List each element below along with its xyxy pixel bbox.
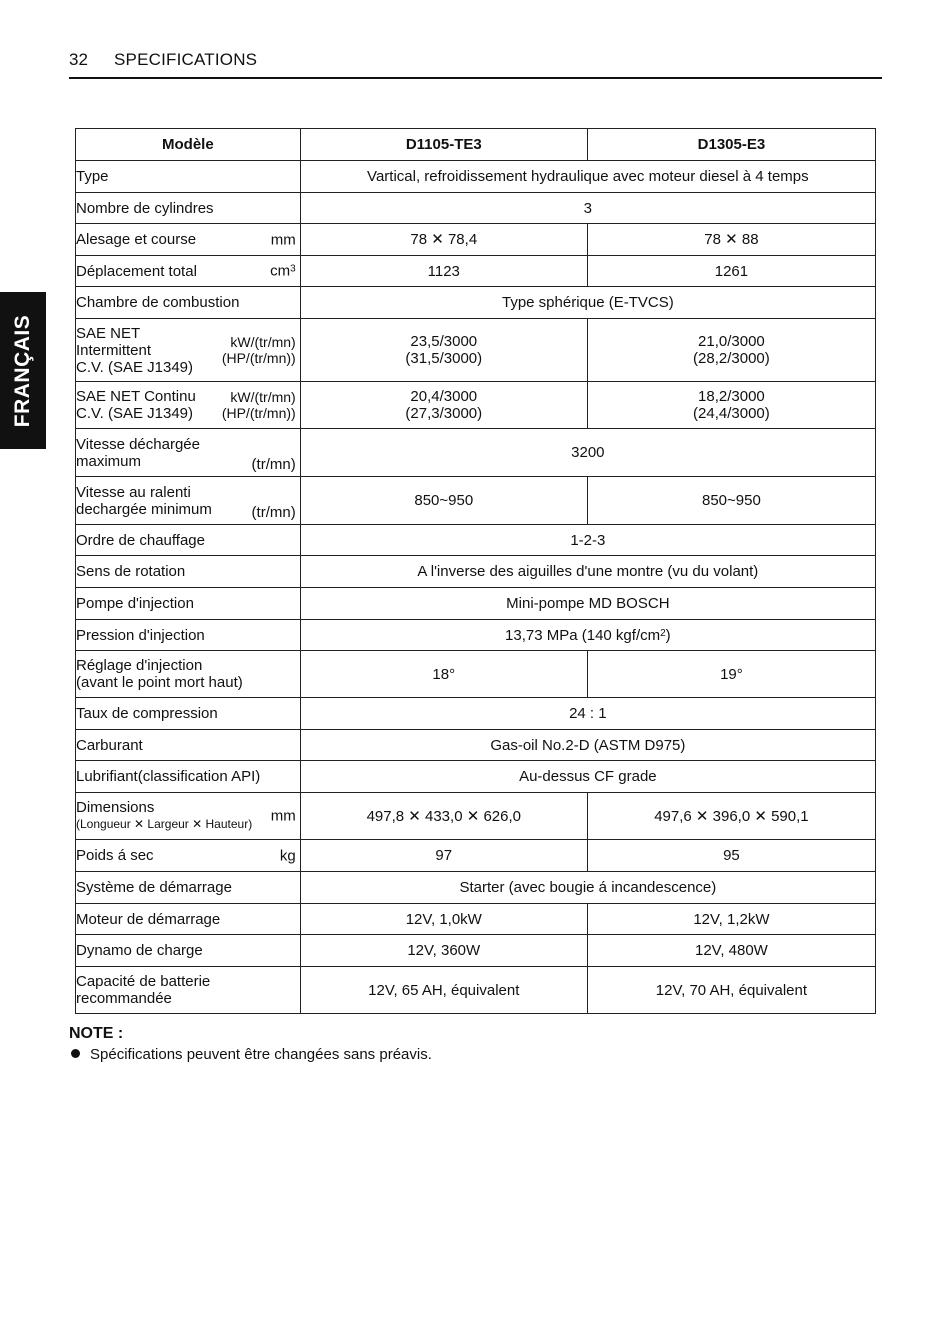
row-label: Lubrifiant(classification API) [76, 761, 301, 793]
table-row [76, 224, 876, 256]
row-value: A l'inverse des aiguilles d'une montre (vu du volant) [300, 556, 875, 588]
row-label-cell [76, 793, 301, 840]
row-label: Poids á sec [76, 847, 154, 864]
table-row [76, 651, 876, 698]
table-row [76, 935, 876, 967]
row-label-line: Dimensions [76, 799, 155, 816]
row-value-d1105: 23,5/3000 (31,5/3000) [300, 319, 587, 382]
row-value-d1105: 1123 [300, 256, 587, 287]
table-row [76, 319, 876, 382]
table-row [76, 761, 876, 793]
table-row [76, 588, 876, 620]
row-unit: $cm^3$ [270, 262, 296, 280]
row-value: Type sphérique (E-TVCS) [300, 287, 875, 319]
row-label: Pompe d'injection [76, 588, 301, 620]
row-value: 3200 [300, 429, 875, 477]
row-value-d1305: 12V, 480W [587, 935, 875, 967]
row-label-cell [76, 382, 301, 429]
table-row [76, 793, 876, 840]
row-label: Système de démarrage [76, 872, 301, 904]
table-row [76, 287, 876, 319]
row-label-line: Vitesse déchargée [76, 435, 200, 453]
row-value-d1305: 497,6 ✕ 396,0 ✕ 590,1 [587, 793, 875, 840]
table-row [76, 525, 876, 556]
row-value-d1105: 12V, 1,0kW [300, 904, 587, 935]
row-label: Sens de rotation [76, 556, 301, 588]
row-unit: mm [270, 807, 296, 825]
row-label: Nombre de cylindres [76, 193, 301, 224]
row-value-d1305: 95 [587, 840, 875, 872]
table-row [76, 477, 876, 525]
row-label: Ordre de chauffage [76, 525, 301, 556]
table-row [76, 872, 876, 904]
table-row [76, 193, 876, 224]
header-model: Modèle [76, 129, 301, 161]
row-label: Taux de compression [76, 698, 301, 730]
row-label: Carburant [76, 730, 301, 761]
row-label: Chambre de combustion [76, 287, 301, 319]
row-value-d1105: 78 ✕ 78,4 [300, 224, 587, 256]
row-label-line: (Longueur ✕ Largeur ✕ Hauteur) [76, 817, 253, 831]
note-item [71, 1046, 432, 1063]
row-unit: kW/(tr/mn) (HP/(tr/mn)) [221, 389, 296, 421]
row-value: 3 [300, 193, 875, 224]
row-value-d1105: 18° [300, 651, 587, 698]
row-label-line: C.V. (SAE J1349) [76, 358, 194, 376]
row-value: Mini-pompe MD BOSCH [300, 588, 875, 620]
language-tab [0, 292, 46, 449]
row-value-d1305: 850~950 [587, 477, 875, 525]
page-number: 32 [69, 50, 88, 69]
header-d1305: D1305-E3 [587, 129, 875, 161]
row-label-line: maximum [76, 452, 142, 470]
row-value: Vartical, refroidissement hydraulique avec moteur diesel à 4 temps [300, 161, 875, 193]
row-unit: kg [279, 847, 296, 864]
row-value-d1305: 78 ✕ 88 [587, 224, 875, 256]
row-label-line: SAE NET Continu [76, 388, 196, 405]
table-row [76, 730, 876, 761]
row-label-line: C.V. (SAE J1349) [76, 405, 194, 422]
row-value-d1105: 850~950 [300, 477, 587, 525]
row-value: Starter (avec bougie á incandescence) [300, 872, 875, 904]
row-unit: (tr/mn) [251, 504, 296, 521]
row-label-cell [76, 224, 301, 256]
table-row [76, 698, 876, 730]
row-label-line: Réglage d'injection [76, 657, 203, 674]
row-label-line: Vitesse au ralenti [76, 483, 191, 501]
row-value-d1305: 12V, 70 AH, équivalent [587, 967, 875, 1014]
row-label-line: dechargée minimum [76, 500, 212, 518]
header-d1105: D1105-TE3 [300, 129, 587, 161]
row-label-line: (avant le point mort haut) [76, 674, 243, 691]
row-label-cell [76, 477, 301, 525]
row-value-d1105: 497,8 ✕ 433,0 ✕ 626,0 [300, 793, 587, 840]
row-value-d1105: 20,4/3000 (27,3/3000) [300, 382, 587, 429]
row-value-d1305: 21,0/3000 (28,2/3000) [587, 319, 875, 382]
row-label: Pression d'injection [76, 620, 301, 651]
row-label-cell [76, 967, 301, 1014]
row-label-cell [76, 256, 301, 287]
table-row [76, 840, 876, 872]
table-row [76, 967, 876, 1014]
row-label: Alesage et course [76, 231, 197, 248]
row-value-d1105: 97 [300, 840, 587, 872]
row-value-d1305: 19° [587, 651, 875, 698]
row-label: Dynamo de charge [76, 935, 301, 967]
row-label-line: Capacité de batterie [76, 973, 211, 990]
row-value-d1305: 12V, 1,2kW [587, 904, 875, 935]
row-label-cell [76, 840, 301, 872]
row-label-cell [76, 319, 301, 382]
row-label: Moteur de démarrage [76, 904, 301, 935]
row-label-line: recommandée [76, 990, 172, 1007]
table-header-row [76, 129, 876, 161]
table-row [76, 904, 876, 935]
language-tab-label: FRANÇAIS [11, 314, 34, 427]
row-label-cell [76, 429, 301, 477]
row-value: 24 : 1 [300, 698, 875, 730]
note-title: NOTE : [69, 1025, 124, 1042]
section-title: SPECIFICATIONS [114, 50, 258, 69]
row-unit: kW/(tr/mn) (HP/(tr/mn)) [221, 334, 296, 366]
row-value-d1305: 1261 [587, 256, 875, 287]
note-text: Spécifications peuvent être changées sans préavis. [90, 1046, 432, 1063]
row-value-d1105: 12V, 360W [300, 935, 587, 967]
table-row [76, 620, 876, 651]
row-label-line: SAE NET [76, 324, 141, 342]
row-value: Gas-oil No.2-D (ASTM D975) [300, 730, 875, 761]
bullet-icon [71, 1049, 80, 1058]
table-row [76, 382, 876, 429]
row-value-d1105: 12V, 65 AH, équivalent [300, 967, 587, 1014]
row-unit: mm [270, 231, 296, 248]
specifications-table [75, 128, 876, 1014]
table-row [76, 556, 876, 588]
table-row [76, 256, 876, 287]
row-label: Déplacement total [76, 262, 197, 280]
row-value: 1-2-3 [300, 525, 875, 556]
page-header [69, 50, 882, 79]
table-row [76, 161, 876, 193]
row-label: Type [76, 161, 301, 193]
row-value: 13,73 MPa (140 kgf/$cm^2$) [300, 620, 875, 651]
row-label-cell [76, 651, 301, 698]
row-value: Au-dessus CF grade [300, 761, 875, 793]
row-value-d1305: 18,2/3000 (24,4/3000) [587, 382, 875, 429]
row-unit: (tr/mn) [251, 456, 296, 473]
row-label-line: Intermittent [76, 341, 152, 359]
table-row [76, 429, 876, 477]
